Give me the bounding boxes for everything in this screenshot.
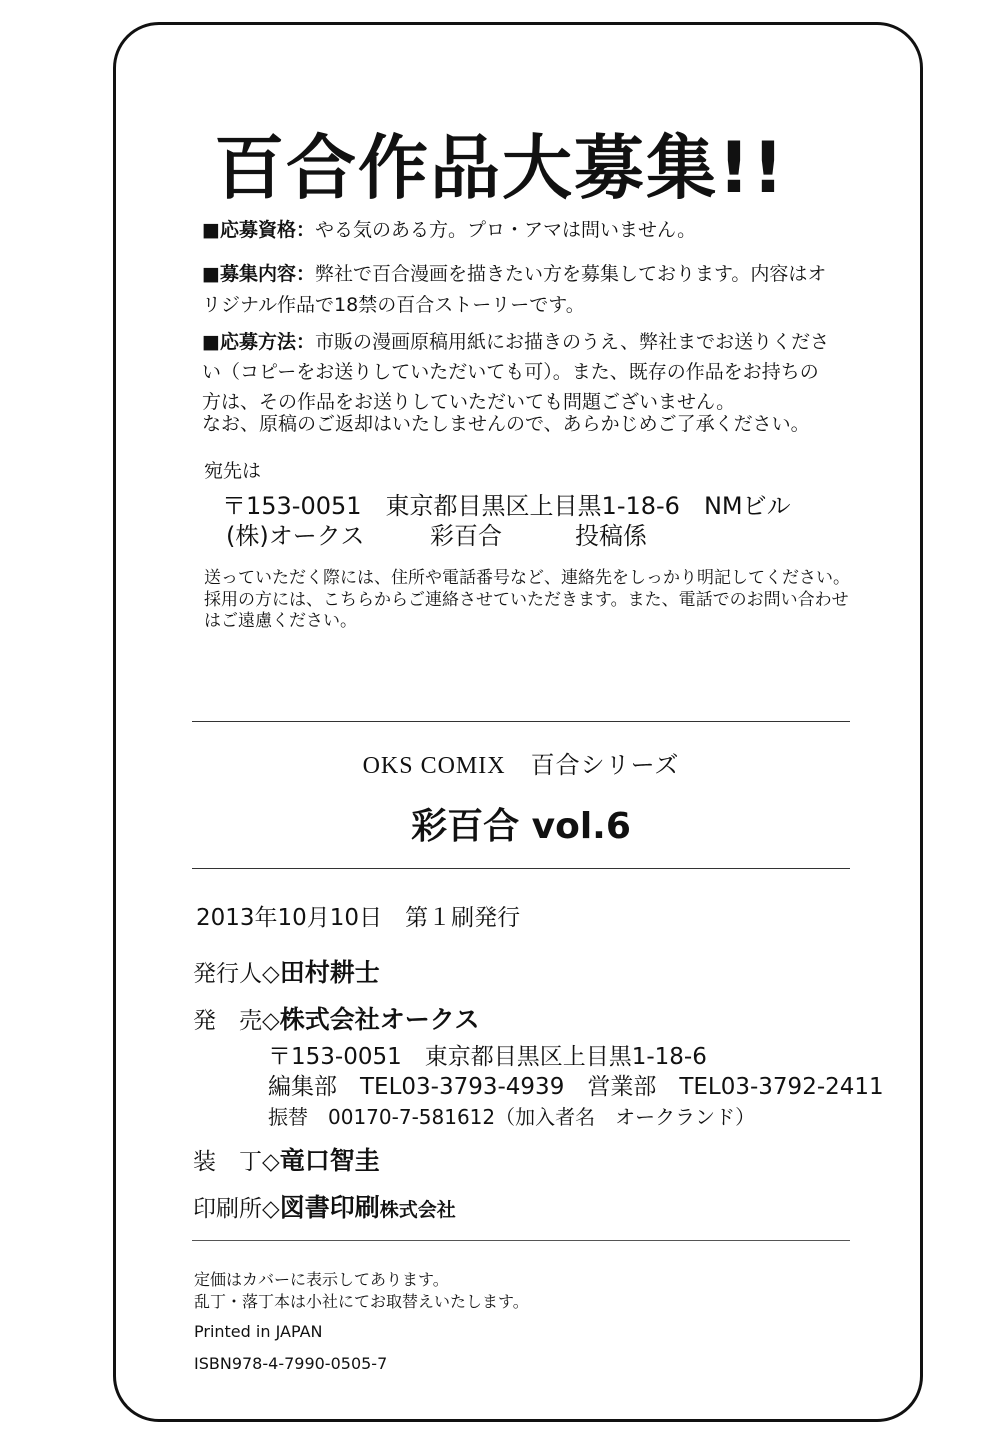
notice-line-3: はご遠慮ください。 xyxy=(204,611,357,631)
design-row xyxy=(193,1141,380,1177)
publisher-row xyxy=(193,953,380,989)
content-text-1: 弊社で百合漫画を描きたい方を募集しております。内容はオ xyxy=(314,263,827,285)
design-name: 竜口智圭 xyxy=(279,1146,380,1175)
seller-name: 株式会社オークス xyxy=(279,1005,480,1034)
seller-label: 発 売◇ xyxy=(193,1008,280,1034)
isbn: ISBN978-4-7990-0505-7 xyxy=(194,1354,388,1373)
method-row xyxy=(202,326,829,358)
notice-line-2: 採用の方には、こちらからご連絡させていただきます。また、電話でのお問い合わせ xyxy=(204,590,849,610)
address-company: (株)オークス xyxy=(226,522,365,550)
divider-bottom xyxy=(192,1240,850,1241)
seller-row xyxy=(193,1000,479,1036)
method-text-4: なお、原稿のご返却はいたしませんので、あらかじめご了承ください。 xyxy=(202,413,810,435)
content-label: ■募集内容： xyxy=(202,263,315,285)
publish-date: 2013年10月10日 第１刷発行 xyxy=(196,905,521,931)
method-text-1: 市販の漫画原稿用紙にお描きのうえ、弊社までお送りくださ xyxy=(314,331,830,353)
address-to-label: 宛先は xyxy=(204,460,262,482)
printer-name: 図書印刷 xyxy=(279,1193,380,1222)
printed-in: Printed in JAPAN xyxy=(194,1322,323,1341)
volume-title: 彩百合 vol.6 xyxy=(411,806,631,847)
address-dept: 投稿係 xyxy=(575,522,647,550)
content-row xyxy=(202,258,826,290)
series-name: OKS COMIX 百合シリーズ xyxy=(362,753,680,779)
method-text-2: い（コピーをお送りしていただいても可）。また、既存の作品をお持ちの xyxy=(202,361,819,383)
address-magazine: 彩百合 xyxy=(430,522,502,550)
price-note: 定価はカバーに表示してあります。 xyxy=(194,1270,449,1289)
method-label: ■応募方法： xyxy=(202,331,315,353)
content-text-2: リジナル作品で18禁の百合ストーリーです。 xyxy=(202,294,585,316)
seller-address: 〒153-0051 東京都目黒区上目黒1-18-6 xyxy=(268,1044,707,1070)
method-text-3: 方は、その作品をお送りしていただいても問題ございません。 xyxy=(202,391,736,413)
qualification-text: やる気のある方。プロ・アマは問いません。 xyxy=(314,219,697,241)
printer-label: 印刷所◇ xyxy=(193,1196,280,1222)
printer-suffix: 株式会社 xyxy=(379,1199,456,1221)
editorial-phone: 編集部 TEL03-3793-4939 営業部 TEL03-3792-2411 xyxy=(268,1074,884,1100)
headline: 百合作品大募集!! xyxy=(214,127,786,209)
divider-top xyxy=(192,721,850,722)
publisher-name: 田村耕士 xyxy=(279,958,380,987)
notice-line-1: 送っていただく際には、住所や電話番号など、連絡先をしっかり明記してください。 xyxy=(204,568,850,588)
divider-middle xyxy=(192,868,850,869)
printer-row xyxy=(193,1188,456,1224)
publisher-label: 発行人◇ xyxy=(193,961,280,987)
qualification-row xyxy=(202,214,696,246)
address-line: 〒153-0051 東京都目黒区上目黒1-18-6 NMビル xyxy=(222,492,791,520)
design-label: 装 丁◇ xyxy=(193,1149,280,1175)
replacement-note: 乱丁・落丁本は小社にてお取替えいたします。 xyxy=(194,1292,529,1311)
qualification-label: ■応募資格： xyxy=(202,219,315,241)
transfer-account: 振替 00170-7-581612（加入者名 オークランド） xyxy=(268,1105,756,1129)
